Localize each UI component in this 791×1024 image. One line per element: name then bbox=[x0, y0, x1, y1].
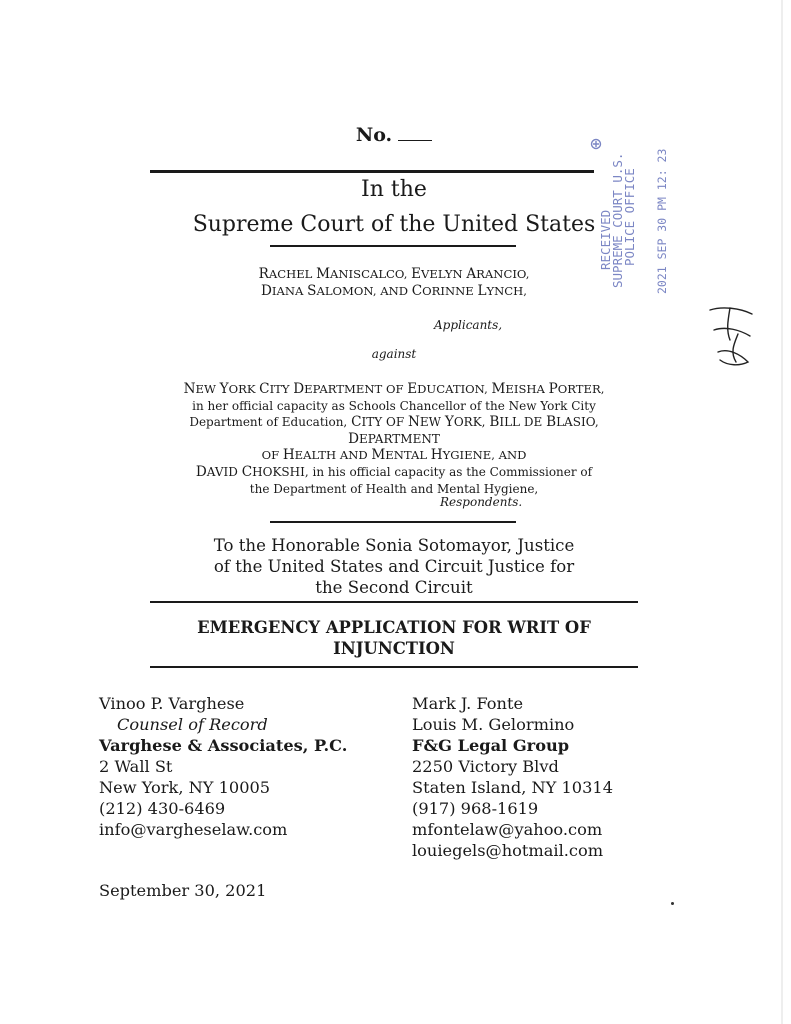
counsel-address-line: 2250 Victory Blvd bbox=[412, 757, 559, 776]
respondent-line: NEW YORK CITY DEPARTMENT OF EDUCATION, MEISHA PORTER, bbox=[183, 381, 605, 397]
addressee-line: To the Honorable Sonia Sotomayor, Justice bbox=[213, 536, 575, 555]
court-intro: In the bbox=[361, 177, 427, 202]
respondent-line-mixed: DAVID CHOKSHI, in his official capacity as the Commissioner of bbox=[195, 463, 593, 480]
applicants-label: Applicants, bbox=[434, 318, 503, 332]
document-title-line: EMERGENCY APPLICATION FOR WRIT OF bbox=[197, 618, 591, 637]
stamp-date: 2021 SEP 30 PM 12: 23 bbox=[655, 148, 669, 294]
counsel-firm: F&G Legal Group bbox=[412, 736, 570, 755]
counsel-role: Counsel of Record bbox=[117, 715, 268, 734]
respondent-line: the Department of Health and Mental Hygiene, bbox=[249, 481, 539, 496]
addressee-line: the Second Circuit bbox=[315, 578, 473, 597]
respondents-label: Respondents. bbox=[440, 495, 523, 509]
received-stamp-icon bbox=[580, 128, 690, 318]
counsel-right-block bbox=[412, 693, 613, 861]
docket-number-label: No. bbox=[355, 124, 393, 146]
title-top-rule bbox=[150, 601, 638, 603]
counsel-email: louiegels@hotmail.com bbox=[412, 841, 604, 860]
title-bottom-rule bbox=[150, 666, 638, 668]
respondents-underline-rule bbox=[270, 521, 516, 523]
stamp-line: RECEIVED bbox=[598, 209, 613, 270]
header-top-rule bbox=[150, 170, 594, 173]
respondent-line-mixed: Department of Education, CITY OF NEW YORK, BILL DE BLASIO, DEPARTMENT bbox=[189, 414, 599, 447]
counsel-email: info@vargheselaw.com bbox=[99, 820, 288, 839]
counsel-address-line: New York, NY 10005 bbox=[99, 778, 271, 797]
respondents-names bbox=[150, 381, 638, 497]
stamp-line: POLICE OFFICE bbox=[622, 168, 637, 266]
counsel-firm: Varghese & Associates, P.C. bbox=[99, 736, 348, 755]
counsel-address-line: 2 Wall St bbox=[99, 757, 173, 776]
counsel-name: Louis M. Gelormino bbox=[412, 715, 575, 734]
respondent-line-mixed: in her official capacity as Schools Chancellor of the New York City bbox=[192, 398, 596, 413]
court-name: Supreme Court of the United States bbox=[192, 212, 596, 237]
page-edge-shadow bbox=[781, 0, 783, 1024]
docket-number-line bbox=[150, 124, 638, 146]
counsel-address-line: Staten Island, NY 10314 bbox=[412, 778, 614, 797]
speck-mark bbox=[671, 902, 674, 905]
docket-number-blank bbox=[398, 124, 432, 141]
against-label: against bbox=[371, 347, 417, 361]
addressee-block bbox=[150, 535, 638, 598]
counsel-name: Vinoo P. Varghese bbox=[99, 694, 245, 713]
applicant-line: DIANA SALOMON, AND CORINNE LYNCH, bbox=[261, 283, 527, 299]
counsel-phone: (212) 430-6469 bbox=[99, 799, 226, 818]
counsel-name: Mark J. Fonte bbox=[412, 694, 524, 713]
handwritten-initials-icon bbox=[700, 300, 762, 378]
document-title bbox=[150, 617, 638, 659]
applicants-names bbox=[150, 266, 638, 300]
stamp-line: SUPREME COURT U.S. bbox=[610, 152, 625, 288]
filing-date: September 30, 2021 bbox=[99, 881, 267, 900]
respondent-line: OF HEALTH AND MENTAL HYGIENE, AND bbox=[261, 447, 527, 464]
counsel-phone: (917) 968-1619 bbox=[412, 799, 539, 818]
court-underline-rule bbox=[270, 245, 516, 247]
counsel-left-block bbox=[99, 693, 347, 840]
counsel-email: mfontelaw@yahoo.com bbox=[412, 820, 603, 839]
addressee-line: of the United States and Circuit Justice for bbox=[213, 557, 575, 576]
applicant-line: RACHEL MANISCALCO, EVELYN ARANCIO, bbox=[258, 266, 530, 282]
document-title-line: INJUNCTION bbox=[333, 639, 455, 658]
